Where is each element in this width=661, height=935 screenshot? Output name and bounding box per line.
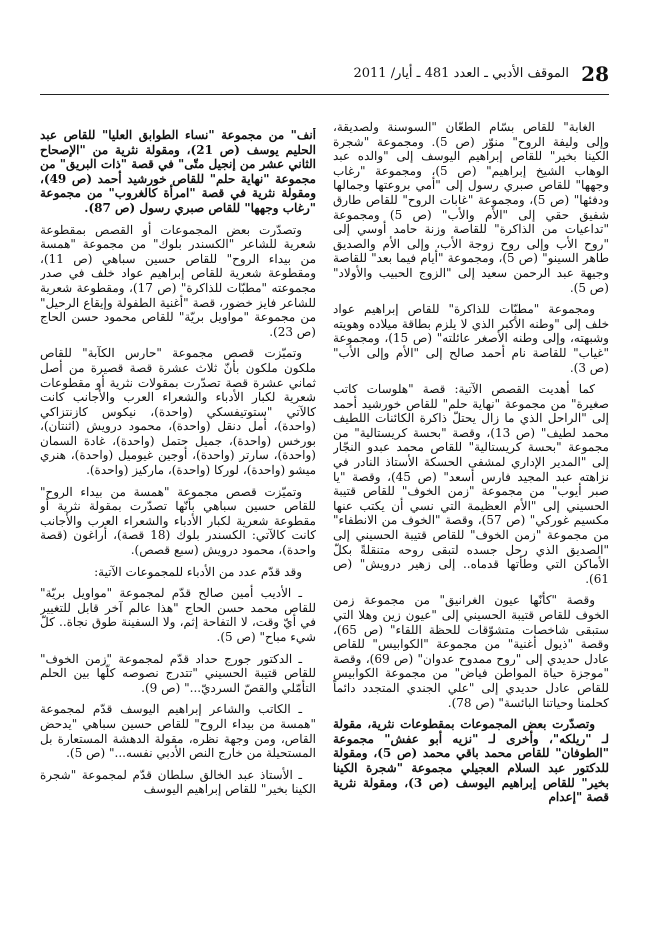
paragraph: ـ الكاتب والشاعر إبراهيم اليوسف قدّم لمجموعة "همسة من بيداء الروح" للقاص حسين سباهي "يدحض القاص، ومن وجهة نظره، مقولة الدهشة المستعارة بل المستحيلة من خارج النص الأدبي نفسه..." (ص 5). <box>40 702 316 761</box>
paragraph: كما أهديت القصص الآتية: قصة "هلوسات كاتب صغيرة" من مجموعة "نهاية حلم" للقاص خورشيد أحمد إلى "الراحل الذي ما زال يحتلّ ذاكرة الكائنات اللطيف محمد لطيف" (ص 13)، وقصة "بحسة كريستالية" من مجموعة "بحسة كريستالية" للقاص محمد عبدو النجّار إلى "المدير الإداري لمشفى الحسكة الأستاذ النادر في نزاهته عبد المجيد فارس أسعد" (ص 45)، وقصة "يا صبر أيوب" من مجموعة "زمن الخوف" للقاص قتيبة الحسيني إلى "الأم العظيمة التي نسي أن يكتب عنها مكسيم غوركي" (ص 57)، وقصة "الخوف من الانطفاء" من مجموعة "زمن الخوف" للقاص قتيبة الحسيني إلى "الصديق الذي رحل جسده لتبقى روحه متنقلةً بكلّ الأماكن التي وطأتها قدماه.. إلى زهير درويش" (ص 61). <box>333 382 609 586</box>
paragraph: ـ الأستاذ عبد الخالق سلطان قدّم لمجموعة "شجرة الكينا بخير" للقاص إبراهيم اليوسف <box>40 767 316 797</box>
paragraph: وقصة "كأنّها عيون الغرانيق" من مجموعة زمن الخوف للقاص قتيبة الحسيني إلى "عيون زين وهلا التي ستبقى شاخصات متشوّقات للحظة اللقاء" (ص 65)، وقصة "ذيول أغنية" من مجموعة "الكوابيس" للقاص عادل حديدي إلى "روح ممدوح عدوان" (ص 69)، وقصة "موجزة حياة المواطن فياض" من مجموعة الكوابيس للقاص عادل حديدي إلى "علي الجندي المتجدد دائماً كحلمنا وحياتنا البائسة" (ص 78). <box>333 593 609 710</box>
paragraph: وتصدّرت بعض المجموعات أو القصص بمقطوعة شعرية للشاعر "الكسندر بلوك" من مجموعة "همسة من بيداء الروح" للقاص حسين سباهي (ص 11)، ومقطوعة شعرية للقاص إبراهيم عواد خلف في صدر مجموعته "مطبّات للذاكرة" (ص 17)، ومقطوعة شعرية للشاعر فايز خضور، قصة "أغنية الطفولة وإيقاع الرحيل" من مجموعة "مواويل بريّة" للقاص محمود حسن الحاج (ص 23). <box>40 222 316 339</box>
paragraph: ـ الدكتور جورج حداد قدّم لمجموعة "زمن الخوف" للقاص قتيبة الحسيني "تتدرج نصوصه كلّها بين الحلم التأمّلي والقصّ السرديّ..." (ص 9). <box>40 651 316 695</box>
paragraph: وتميّزت قصص مجموعة "همسة من بيداء الروح" للقاص حسين سباهي بأنّها تصدّرت بمقولة نثرية أو مقطوعة شعرية لكبار الأدباء والشعراء العرب والأجانب كانت كالآتي: الكسندر بلوك (18 قصة)، أراغون (قصة واحدة)، محمود درويش (سبع قصص). <box>40 484 316 558</box>
running-head: الموقف الأدبي ـ العدد 481 ـ أيار/ 2011 <box>353 66 569 81</box>
paragraph: ومجموعة "مطبّات للذاكرة" للقاص إبراهيم عواد خلف إلى "وطنه الأكبر الذي لا يلزم بطاقة ميلاده وهويته وشبهته، وإلى وطنه الأصغر عائلته" (ص 15)، ومجموعة "غياب" للقاصة نام أحمد صالح إلى "الأم وإلى الأب" (ص 3). <box>333 302 609 375</box>
page-number: 28 <box>581 62 609 86</box>
paragraph: وتميّزت قصص مجموعة "حارس الكآبة" للقاص ملكون ملكون بأنّ ثلاث عشرة قصة قصيرة من أصل ثماني عشرة قصة تصدّرت بمقولات نثرية أو مقطوعات شعرية لكبار الأدباء والشعراء العرب والأجانب كانت كالآتي "ستوتيفسكي (واحدة)، نيكوس كازنتزاكي (واحدة)، أمل دنقل (واحدة)، محمود درويش (اثنتان)، بورخس (واحدة)، جميل حتمل (واحدة)، غادة السمان (واحدة)، سارتر (واحدة)، أوجين غيوميل (واحدة)، هنري ميشو (واحدة)، لوركا (واحدة)، ماركيز (واحدة). <box>40 346 316 478</box>
header-rule <box>40 94 609 95</box>
paragraph: وتصدّرت بعض المجموعات بمقطوعات نثرية، مقولة لـ "ريلكه"، وأخرى لـ "نزيه أبو عفش" مجموعة "الطوفان" للقاص محمد باقي محمد (ص 5)، ومقولة للدكتور عبد السلام العجيلي مجموعة "شجرة الكينا بخير" للقاص إبراهيم اليوسف (ص 3)، ومقولة نثرية قصة "إعدام <box>333 717 609 805</box>
paragraph: الغابة" للقاص بسّام الطعّان "السوسنة ولصديقة، وإلى وليفة الروح" منوّر (ص 5). ومجموعة "شجرة الكينا بخير" للقاص إبراهيم اليوسف إلى "والده عبد الوهاب الشيخ إبراهيم" (ص 5)، ومجموعة "رغاب وجهها" للقاص صبري رسول إلى "أمي بروعتها وجمالها ودفئها" (ص 5)، ومجموعة "غابات الروح" للقاص طارق شفيق حقي إلى "الأم والأب" (ص 5) ومجموعة "تداعيات من الذاكرة" للقاصة وزنة حامد أوسي إلى "روح الأب وإلى روح زوجة الأب، وإلى الأم والصديق طاهر السينو" (ص 5)، ومجموعة "أيام فيما بعد" للقاصة وجيهة عبد الرحمن سعيد إلى "الزوج الحبيب والأولاد" (ص 5). <box>333 120 609 295</box>
text-column-right <box>333 120 609 910</box>
page-header <box>40 60 609 90</box>
paragraph: ـ الأديب أمين صالح قدّم لمجموعة "مواويل بريّة" للقاص محمد حسن الحاج "هذا عالم آخر قابل للتغيير في أيّ وقت، لا التفاحة إثم، ولا السفينة طوق نجاة.. كلّ شيء مباح" (ص 5). <box>40 586 316 644</box>
paragraph: أنف" من مجموعة "نساء الطوابق العليا" للقاص عبد الحليم يوسف (ص 21)، ومقولة نثرية من "الإصحاح الثاني عشر من إنجيل متّى" في قصة "ذات البريق" من مجموعة "نهاية حلم" للقاص خورشيد أحمد (ص 49)، ومقولة نثرية في قصة "امرأة كالغروب" من مجموعة "رغاب وجهها" للقاص صبري رسول (ص 87). <box>40 128 316 215</box>
text-column-left <box>40 128 316 918</box>
paragraph: وقد قدّم عدد من الأدباء للمجموعات الآتية: <box>94 564 302 579</box>
